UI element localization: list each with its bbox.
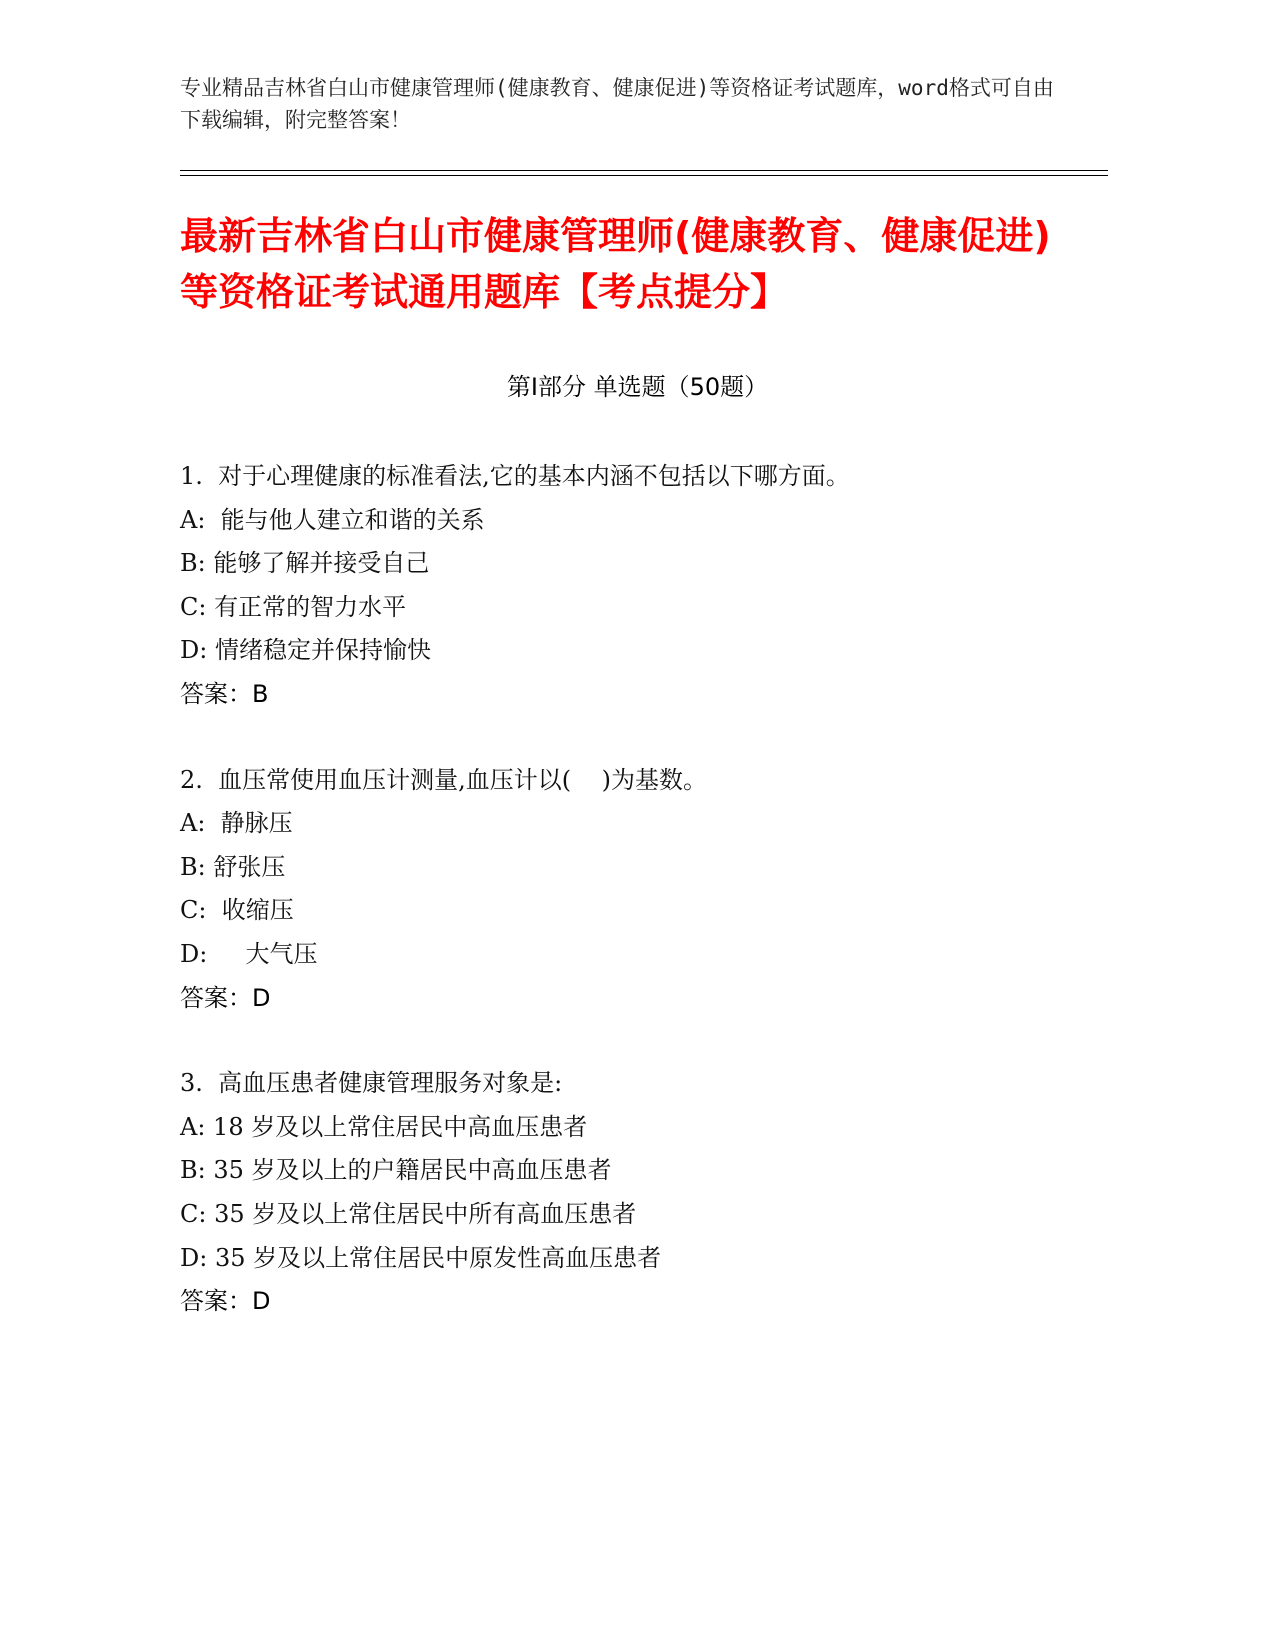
header-note: 专业精品吉林省白山市健康管理师(健康教育、健康促进)等资格证考试题库，word格式可自由下载编辑，附完整答案！ xyxy=(180,76,1054,132)
divider-line-top xyxy=(180,170,1108,171)
answer-line: 答案：D xyxy=(180,1287,271,1316)
option-a: A: 18 岁及以上常住居民中高血压患者 xyxy=(180,1112,588,1141)
option-d: D: 情绪稳定并保持愉快 xyxy=(180,636,431,665)
question-1 xyxy=(180,455,1080,717)
section-heading: 第Ⅰ部分 单选题（50题） xyxy=(506,373,769,401)
question-2 xyxy=(180,759,1080,1021)
option-a: A: 能与他人建立和谐的关系 xyxy=(180,505,485,534)
divider-line-bottom xyxy=(180,175,1108,176)
answer-line: 答案：B xyxy=(180,679,269,708)
option-d: D: 35 岁及以上常住居民中原发性高血压患者 xyxy=(180,1243,662,1272)
question-stem: 1. 对于心理健康的标准看法,它的基本内涵不包括以下哪方面。 xyxy=(180,462,850,490)
question-3 xyxy=(180,1062,1080,1324)
option-c: C: 35 岁及以上常住居民中所有高血压患者 xyxy=(180,1199,637,1228)
option-c: C: 有正常的智力水平 xyxy=(180,592,407,621)
option-d: D: 大气压 xyxy=(180,939,318,968)
document-title: 最新吉林省白山市健康管理师(健康教育、健康促进)等资格证考试通用题库【考点提分】 xyxy=(180,214,1051,314)
option-b: B: 舒张压 xyxy=(180,852,286,881)
option-a: A: 静脉压 xyxy=(180,809,293,838)
answer-line: 答案：D xyxy=(180,983,271,1012)
question-stem: 3. 高血压患者健康管理服务对象是: xyxy=(180,1069,563,1098)
option-b: B: 35 岁及以上的户籍居民中高血压患者 xyxy=(180,1156,612,1185)
option-b: B: 能够了解并接受自己 xyxy=(180,549,430,578)
question-list xyxy=(180,455,1080,1366)
question-stem: 2. 血压常使用血压计测量,血压计以( )为基数。 xyxy=(180,765,708,794)
option-c: C: 收缩压 xyxy=(180,896,294,925)
